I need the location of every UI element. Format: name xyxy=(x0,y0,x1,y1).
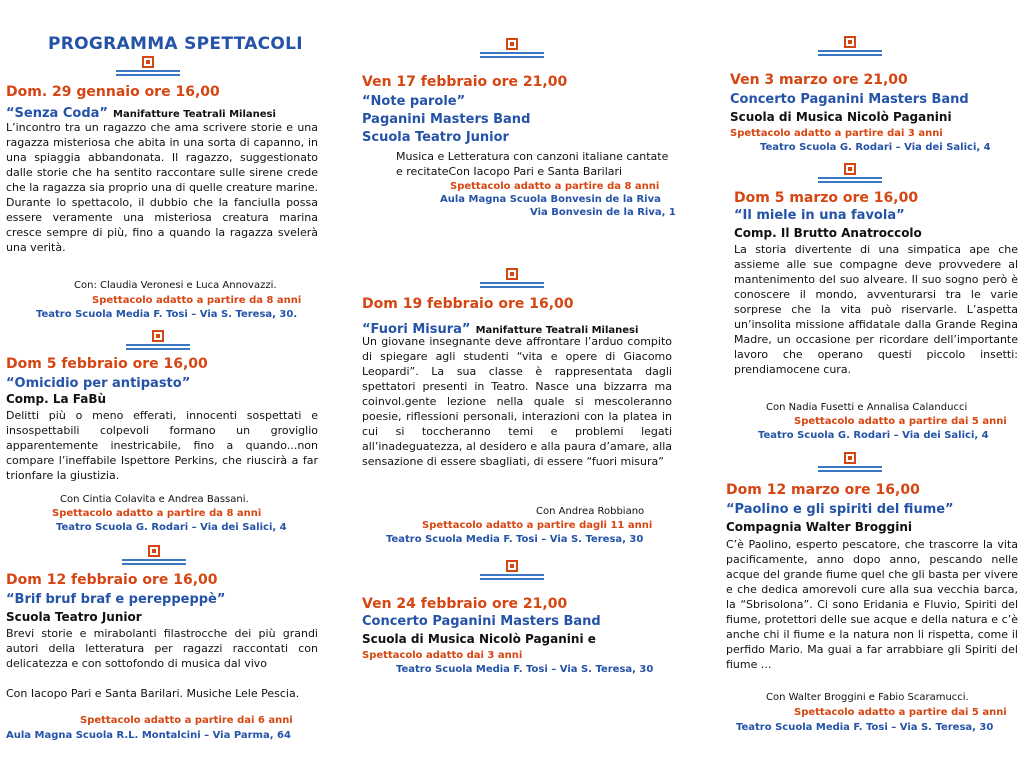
column-2 xyxy=(340,0,680,768)
event-cast: Con Nadia Fusetti e Annalisa Calanducci xyxy=(766,402,968,413)
event-date: Dom. 29 gennaio ore 16,00 xyxy=(6,84,220,100)
event-venue: Teatro Scuola Media F. Tosi – Via S. Teresa, 30 xyxy=(736,722,994,733)
column-1 xyxy=(0,0,330,768)
event-cast: Con Cintia Colavita e Andrea Bassani. xyxy=(60,494,249,505)
event-company: Manifatture Teatrali Milanesi xyxy=(113,109,276,120)
event-date: Ven 24 febbraio ore 21,00 xyxy=(362,596,568,612)
event-description: Delitti più o meno efferati, innocenti sospettati e insospettabili colpevoli formano un groviglio apparentemente inestricabile, fino a quando...non compare l’ineffabile Ispettore Perkins, che riuscirà a far trionfare la giustizia. xyxy=(6,409,318,482)
event-name: “Note parole” xyxy=(362,94,466,109)
event-company: Scuola di Musica Nicolò Paganini e xyxy=(362,632,596,646)
event-age-note: Spettacolo adatto a partire dai 5 anni xyxy=(794,416,1007,427)
event-venue: Teatro Scuola Media F. Tosi – Via S. Teresa, 30 xyxy=(396,664,654,675)
event-name: “Omicidio per antipasto” xyxy=(6,376,191,391)
event-title-row xyxy=(6,102,276,121)
ornament-icon xyxy=(818,163,882,183)
event-venue: Aula Magna Scuola Bonvesin de la Riva xyxy=(440,194,661,205)
ornament-icon xyxy=(818,36,882,56)
event-date: Ven 17 febbraio ore 21,00 xyxy=(362,74,568,90)
event-date: Dom 5 marzo ore 16,00 xyxy=(734,190,919,206)
event-name: “Il miele in una favola” xyxy=(734,208,905,223)
ornament-icon xyxy=(480,268,544,288)
event-age-note: Spettacolo adatto a partire dai 3 anni xyxy=(730,128,943,139)
event-venue: Teatro Scuola G. Rodari – Via dei Salici, 4 xyxy=(760,142,991,153)
event-date: Ven 3 marzo ore 21,00 xyxy=(730,72,908,88)
event-venue: Aula Magna Scuola R.L. Montalcini – Via Parma, 64 xyxy=(6,730,291,741)
event-description: Musica e Letteratura con canzoni italiane cantate e recitateCon Iacopo Pari e Santa Barilari xyxy=(396,150,669,178)
event-date: Dom 12 febbraio ore 16,00 xyxy=(6,572,218,588)
ornament-icon xyxy=(122,545,186,565)
event-name: Concerto Paganini Masters Band xyxy=(362,614,601,629)
event-venue: Teatro Scuola Media F. Tosi – Via S. Teresa, 30. xyxy=(36,309,298,320)
event-company-2: Scuola Teatro Junior xyxy=(362,130,509,145)
event-company: Comp. La FaBù xyxy=(6,392,107,406)
event-company: Compagnia Walter Broggini xyxy=(726,520,913,534)
event-venue-2: Via Bonvesin de la Riva, 1 xyxy=(530,207,676,218)
event-venue: Teatro Scuola G. Rodari – Via dei Salici, 4 xyxy=(56,522,287,533)
event-name: “Fuori Misura” xyxy=(362,322,471,337)
ornament-icon xyxy=(116,56,180,76)
event-date: Dom 12 marzo ore 16,00 xyxy=(726,482,920,498)
event-age-note: Spettacolo adatto a partire dai 6 anni xyxy=(80,715,293,726)
event-age-note: Spettacolo adatto a partire dai 5 anni xyxy=(794,707,1007,718)
event-cast: Con Iacopo Pari e Santa Barilari. Musiche Lele Pescia. xyxy=(6,687,300,700)
column-3 xyxy=(690,0,1024,768)
event-company: Scuola Teatro Junior xyxy=(6,610,142,624)
event-age-note: Spettacolo adatto a partire da 8 anni xyxy=(450,181,660,192)
event-company: Scuola di Musica Nicolò Paganini xyxy=(730,110,952,124)
event-name: “Brif bruf braf e pereppeppè” xyxy=(6,592,226,607)
ornament-icon xyxy=(480,38,544,58)
event-description: La storia divertente di una simpatica ape che assieme alle sue compagne deve provvedere al mantenimento del suo alveare. Il suo sogno però è conoscere il mondo, avventurarsi tra le varie sorprese che la vita può riservarle. L’aspetta un’insolita missione affidatale dalla Grande Regina Madre, un occasione per ricordare dell’importante lavoro che operano questi piccolo insetti: prendiamocene cura. xyxy=(734,243,1018,376)
event-date: Dom 5 febbraio ore 16,00 xyxy=(6,356,208,372)
event-date: Dom 19 febbraio ore 16,00 xyxy=(362,296,574,312)
event-cast: Con: Claudia Veronesi e Luca Annovazzi. xyxy=(74,280,277,291)
ornament-icon xyxy=(818,452,882,472)
event-age-note: Spettacolo adatto dai 3 anni xyxy=(362,650,523,661)
event-age-note: Spettacolo adatto a partire da 8 anni xyxy=(92,295,302,306)
event-company: Manifatture Teatrali Milanesi xyxy=(475,325,639,336)
event-name: Concerto Paganini Masters Band xyxy=(730,92,969,107)
event-name: “Paolino e gli spiriti del fiume” xyxy=(726,502,954,517)
event-venue: Teatro Scuola Media F. Tosi – Via S. Teresa, 30 xyxy=(386,534,644,545)
event-description: Un giovane insegnante deve affrontare l’arduo compito di spiegare agli studenti “vita e opere di Giacomo Leopardi”. La sua classe è rappresentata dagli spettatori presenti in Teatro. Nasce una bizzarra ma coinvol.gente lezione nella quale si mescoleranno poesie, riflessioni personali, interazioni con la platea in cui si toccheranno temi e problemi legati all’inadeguatezza, al desidero e alla paura d’amare, alla sensazione di essere sbagliati, di essere “fuori misura” xyxy=(362,335,672,468)
event-company: Comp. Il Brutto Anatroccolo xyxy=(734,226,922,240)
page-title: PROGRAMMA SPETTACOLI xyxy=(48,34,303,54)
event-name: “Senza Coda” xyxy=(6,106,108,121)
event-venue: Teatro Scuola G. Rodari – Via dei Salici, 4 xyxy=(758,430,989,441)
ornament-icon xyxy=(126,330,190,350)
event-cast: Con Walter Broggini e Fabio Scaramucci. xyxy=(766,692,969,703)
ornament-icon xyxy=(480,560,544,580)
event-cast: Con Andrea Robbiano xyxy=(536,506,645,517)
event-company: Paganini Masters Band xyxy=(362,112,531,127)
event-description: C’è Paolino, esperto pescatore, che trascorre la vita pacificamente, anno dopo anno, pescando nelle acque del grande fiume quel che gli basta per vivere e che dedica amorevoli cure alla sua vecchia barca, la “Sbrisolona”. Ci sono Eridania e Fluvio, Spiriti del fiume, protettori delle sue acque e della natura e c’è anche chi il fiume e la natura non li rispetta, come il perfido Mario. Ma guai a far arrabbiare gli Spiriti del fiume ... xyxy=(726,538,1018,671)
event-age-note: Spettacolo adatto a partire dagli 11 anni xyxy=(422,520,653,531)
event-description: L’incontro tra un ragazzo che ama scrivere storie e una ragazza misteriosa che abita in una sorta di capanno, in una spiaggia abbandonata. Il ragazzo, suggestionato dalle storie che ha sentito raccontare sulle sirene crede che la ragazza sia proprio una di quelle creature marine. Durante lo spettacolo, il dubbio che la fanciulla possa essere veramente una misteriosa creatura marina cresce sempre di più, fino a quando la ragazza svelerà una verità. xyxy=(6,121,318,254)
event-age-note: Spettacolo adatto a partire da 8 anni xyxy=(52,508,262,519)
event-description: Brevi storie e mirabolanti filastrocche dei più grandi autori della letteratura per ragazzi raccontati con delicatezza e con sottofondo di musica dal vivo xyxy=(6,627,318,670)
